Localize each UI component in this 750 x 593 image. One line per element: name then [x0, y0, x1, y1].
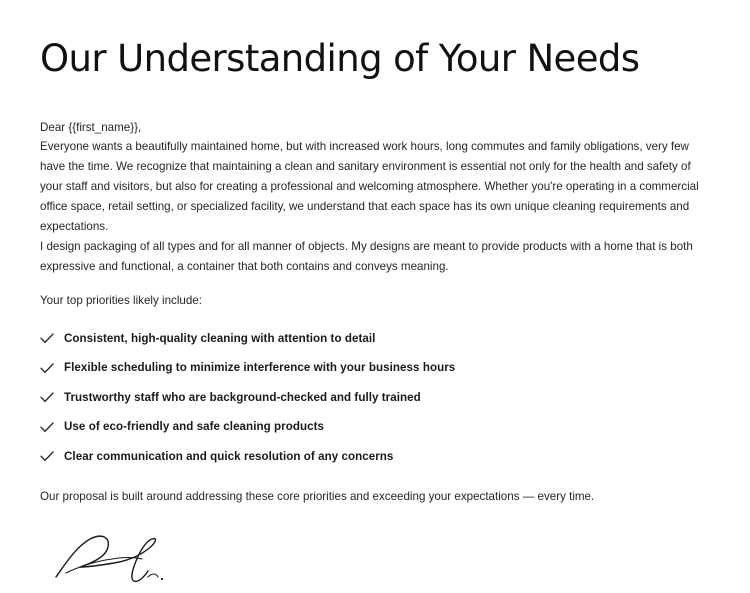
list-item	[40, 329, 705, 349]
paragraph-1: Everyone wants a beautifully maintained home, but with increased work hours, long commutes and family obligations, very few have the time. We recognize that maintaining a clean and sanitary environment is essential not only for the health and safety of your staff and visitors, but also for creating a professional and welcoming atmosphere. Whether you're operating in a commercial office space, retail setting, or specialized facility, we understand that each space has its own unique cleaning requirements and expectations.	[40, 140, 699, 234]
list-item-label: Consistent, high-quality cleaning with attention to detail	[64, 331, 376, 345]
check-icon	[40, 333, 54, 344]
list-item-label: Clear communication and quick resolution of any concerns	[64, 449, 394, 463]
list-item	[40, 417, 705, 437]
paragraph-2: I design packaging of all types and for all manner of objects. My designs are meant to provide products with a home that is both expressive and functional, a container that both contains and conveys meaning.	[40, 240, 693, 274]
list-item-label: Use of eco-friendly and safe cleaning products	[64, 420, 324, 434]
list-item-label: Trustworthy staff who are background-checked and fully trained	[64, 390, 421, 404]
list-item-label: Flexible scheduling to minimize interference with your business hours	[64, 361, 456, 375]
closing-paragraph: Our proposal is built around addressing these core priorities and exceeding your expectations — every time.	[40, 489, 595, 503]
salutation: Dear {{first_name}},	[40, 120, 142, 134]
page-title: Our Understanding of Your Needs	[40, 37, 640, 80]
check-icon	[40, 363, 54, 374]
priorities-lead: Your top priorities likely include:	[40, 294, 202, 308]
check-icon	[40, 451, 54, 462]
document-body	[40, 118, 705, 593]
spacer	[40, 277, 705, 291]
check-icon	[40, 392, 54, 403]
list-item	[40, 358, 705, 378]
priorities-list	[40, 329, 705, 467]
check-icon	[40, 422, 54, 433]
list-item	[40, 388, 705, 408]
list-item	[40, 447, 705, 467]
